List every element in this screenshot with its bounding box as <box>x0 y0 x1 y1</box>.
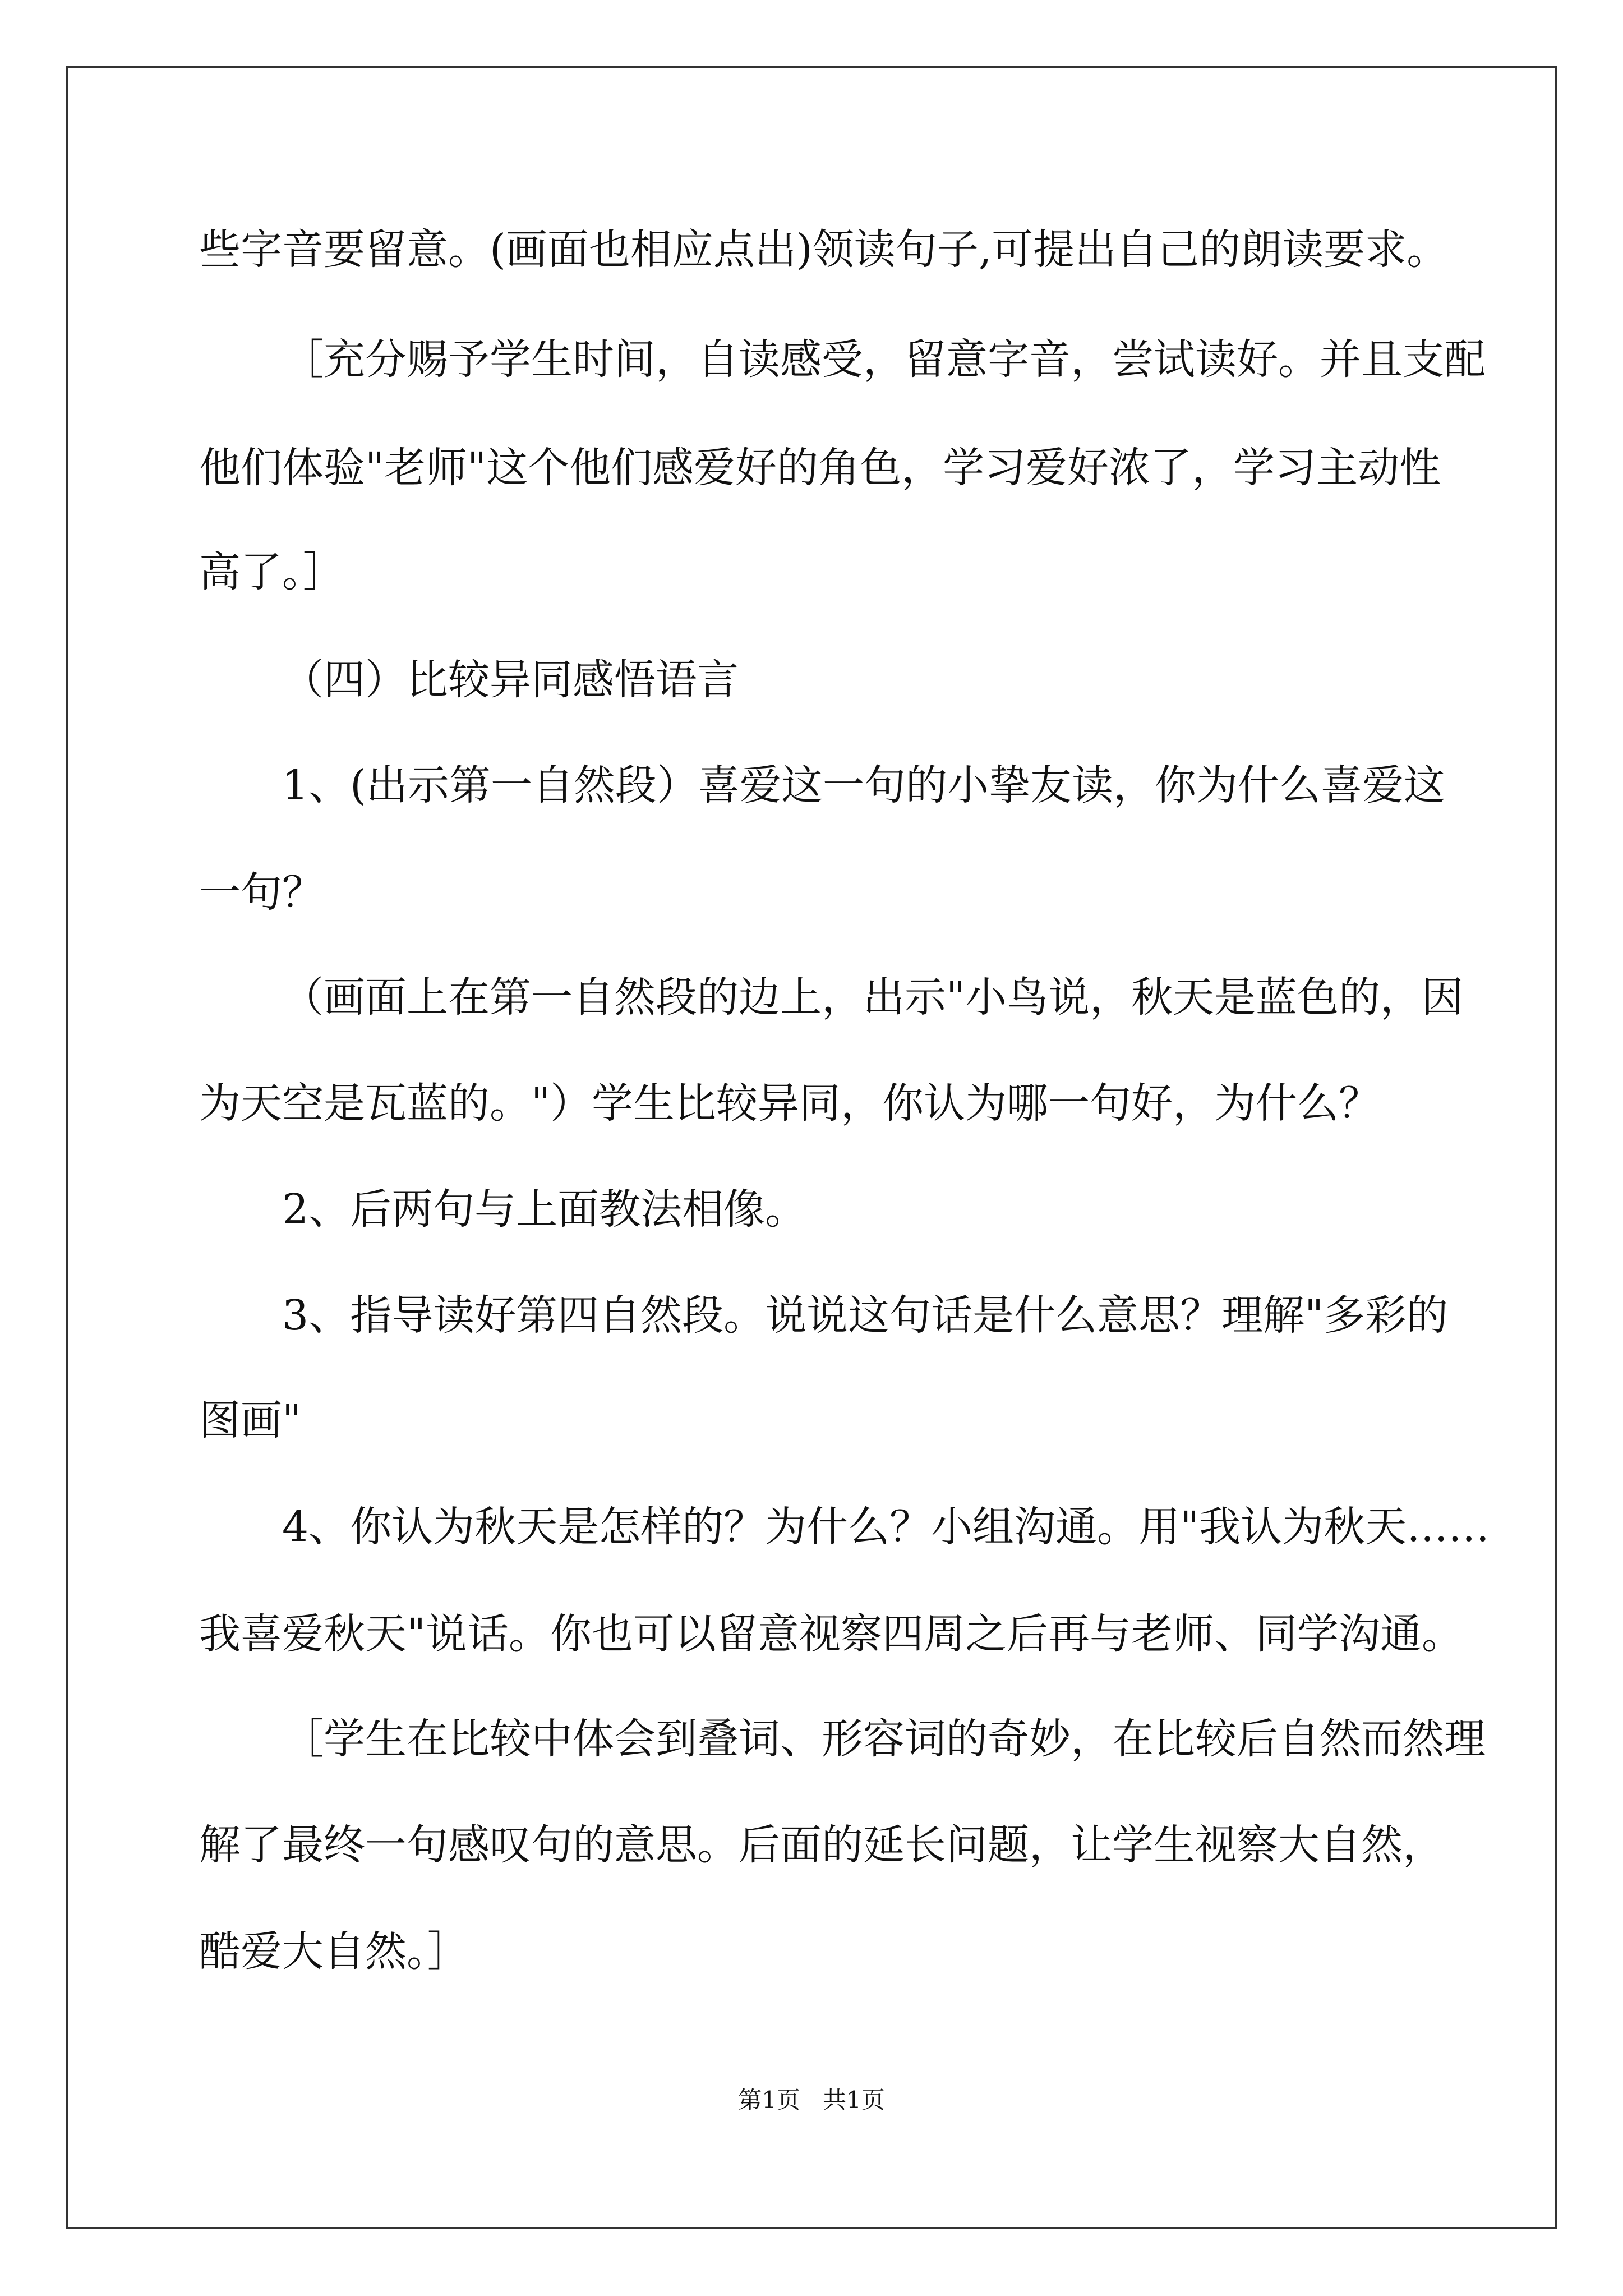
text-line: 1、(出示第一自然段）喜爱这一句的小挚友读，你为什么喜爱这 <box>282 761 1445 809</box>
section-heading: （四）比较异同感悟语言 <box>282 656 739 704</box>
text-line: 我喜爱秋天"说话。你也可以留意视察四周之后再与老师、同学沟通。 <box>199 1610 1464 1658</box>
text-line: 3、指导读好第四自然段。说说这句话是什么意思？理解"多彩的 <box>282 1291 1449 1340</box>
text-line: 4、你认为秋天是怎样的？为什么？小组沟通。用"我认为秋天…… <box>282 1503 1490 1551</box>
text-line: 酷爱大自然。］ <box>199 1927 469 1976</box>
page-number-footer: 第1页 共1页 <box>738 2086 885 2114</box>
text-line: （画面上在第一自然段的边上，出示"小鸟说，秋天是蓝色的，因 <box>282 973 1464 1022</box>
text-line: ［学生在比较中体会到叠词、形容词的奇妙，在比较后自然而然理 <box>282 1715 1486 1763</box>
text-line: 高了。］ <box>199 548 344 596</box>
text-line: 他们体验"老师"这个他们感爱好的角色，学习爱好浓了，学习主动性 <box>199 444 1441 492</box>
text-line: 些字音要留意。(画面也相应点出)领读句子,可提出自己的朗读要求。 <box>199 226 1449 274</box>
page-border <box>66 66 1557 2229</box>
text-line: 为天空是瓦蓝的。"）学生比较异同，你认为哪一句好，为什么？ <box>199 1079 1381 1128</box>
text-line: 图画" <box>199 1396 302 1444</box>
text-line: 解了最终一句感叹句的意思。后面的延长问题，让学生视察大自然， <box>199 1821 1444 1869</box>
text-line: 一句？ <box>199 868 324 917</box>
text-line: ［充分赐予学生时间，自读感受，留意字音，尝试读好。并且支配 <box>282 335 1486 384</box>
text-line: 2、后两句与上面教法相像。 <box>282 1185 807 1234</box>
